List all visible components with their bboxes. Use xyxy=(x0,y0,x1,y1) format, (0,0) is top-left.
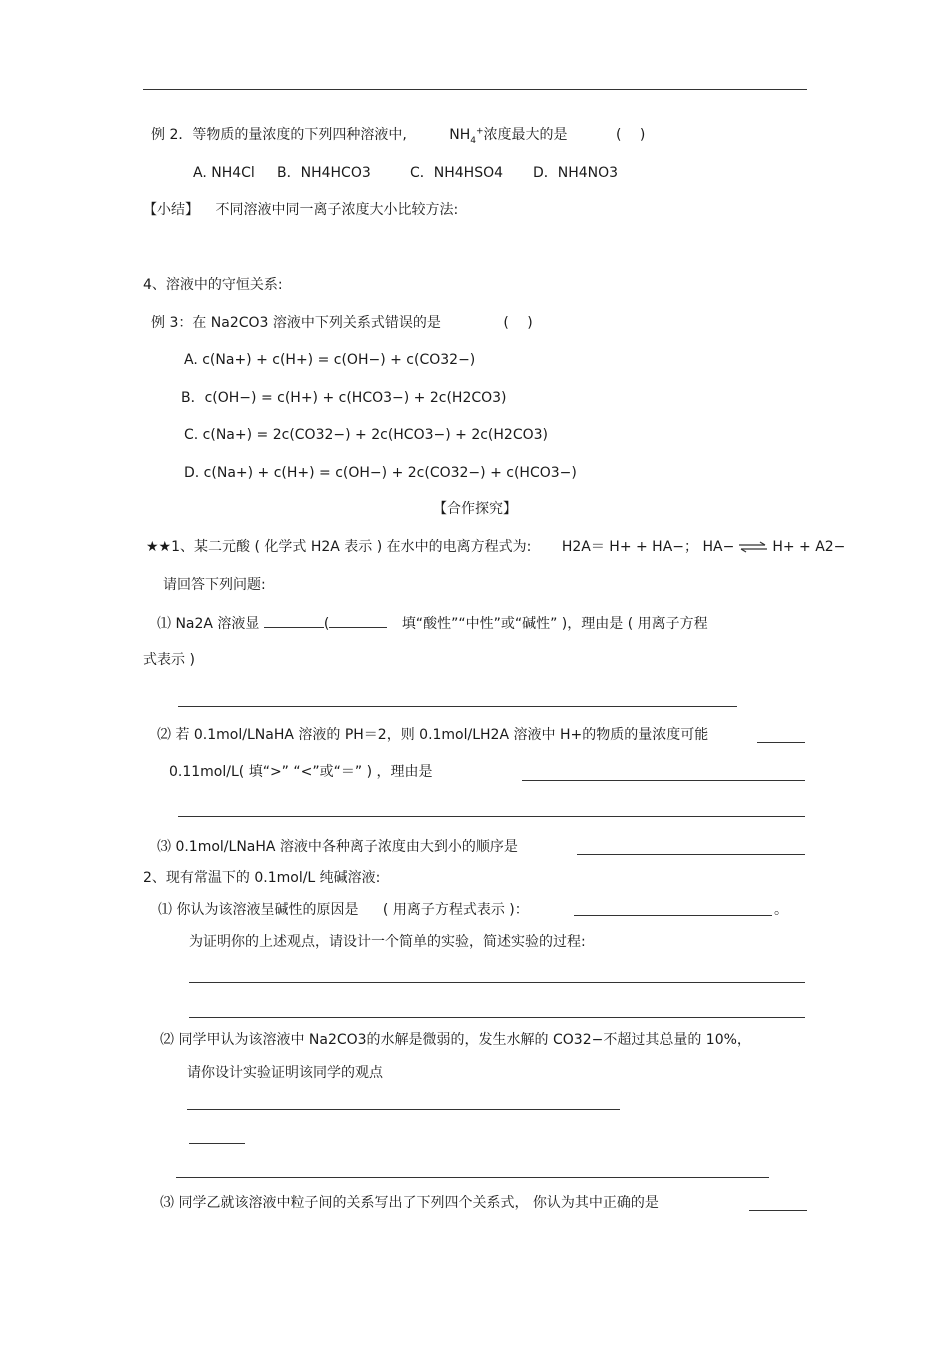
example3-option-c: C. c(Na+) = 2c(CO32−) + 2c(HCO3−) + 2c(H2CO3) xyxy=(184,427,548,443)
example2-ion: $NH_4^+$ xyxy=(449,126,484,146)
q1-part3 xyxy=(157,838,518,856)
q2-part1-instruction: 为证明你的上述观点，请设计一个简单的实验，简述实验的过程: xyxy=(189,934,586,950)
q2-part1-blank[interactable] xyxy=(574,915,772,916)
q2-stem: 2、现有常温下的 0.1mol/L 纯碱溶液: xyxy=(143,870,381,886)
q2-part1-text: ⑴ 你认为该溶液呈碱性的原因是 xyxy=(158,902,359,918)
q1-ionization-eq1: H2A＝ H+ + HA−； xyxy=(561,539,699,555)
q1-ionization-eq2-right: H+ + A2− xyxy=(772,539,846,555)
q1-part1-text: ⑴ Na2A 溶液显 xyxy=(157,616,260,632)
q1-part2-blank-2[interactable] xyxy=(522,780,805,781)
reversible-arrow-icon xyxy=(738,541,768,553)
summary-text: 不同溶液中同一离子浓度大小比较方法: xyxy=(215,202,459,218)
summary xyxy=(143,201,458,219)
q1-prompt-text: 请回答下列问题: xyxy=(163,577,266,593)
q2-part3-blank[interactable] xyxy=(749,1210,807,1211)
example3-option-a: A. c(Na+) + c(H+) = c(OH−) + c(CO32−) xyxy=(184,352,476,368)
summary-label: 【小结】 xyxy=(143,202,199,218)
cooperation-title: 【合作探究】 xyxy=(433,501,517,517)
example3-option-b: B．c(OH−) = c(H+) + c(HCO3−) + 2c(H2CO3) xyxy=(181,390,507,406)
example2-stem-text: 例 2．等物质的量浓度的下列四种溶液中, xyxy=(151,127,407,143)
example2-stem-end: 浓度最大的是 xyxy=(483,127,568,143)
example3-option-d: D. c(Na+) + c(H+) = c(OH−) + 2c(CO32−) + c(HCO3−) xyxy=(184,465,577,481)
q2-part2-answer-line-3[interactable] xyxy=(176,1177,769,1178)
q2-part1 xyxy=(158,901,529,919)
q2-part1-period: 。 xyxy=(774,902,788,918)
header-rule xyxy=(143,89,807,90)
q1-part2 xyxy=(157,726,708,744)
example2-answer-bracket: ( ) xyxy=(616,127,646,143)
q2-part1-answer-line-1[interactable] xyxy=(189,982,805,983)
q1-part2-cont-text: 0.11mol/L( 填“>” “<”或“＝” ) ，理由是 xyxy=(169,764,433,780)
q2-part2-text: ⑵ 同学甲认为该溶液中 Na2CO3的水解是微弱的，发生水解的 CO32−不超过其总量的 10%， xyxy=(160,1032,751,1048)
example3-answer-bracket: ( ) xyxy=(503,315,533,331)
q1-part1-cont: 式表示 ) xyxy=(143,652,195,668)
section4-title: 4、溶液中的守恒关系: xyxy=(143,277,283,293)
example3-stem xyxy=(151,314,533,332)
q2-part2-answer-line-2[interactable] xyxy=(189,1143,245,1144)
q2-part2-answer-line-1[interactable] xyxy=(187,1109,620,1110)
q1-part2-blank-1[interactable] xyxy=(757,742,805,743)
example2-option-a: A. NH4Cl xyxy=(193,165,255,181)
q1-part1-paren: ( xyxy=(323,616,330,632)
q1-part3-text: ⑶ 0.1mol/LNaHA 溶液中各种离子浓度由大到小的顺序是 xyxy=(157,839,518,855)
example2-option-b: B．NH4HCO3 xyxy=(277,165,371,181)
q1-part1-reason: 填“酸性”“中性”或“碱性” )，理由是 ( 用离子方程 xyxy=(401,616,708,632)
q1-part3-blank[interactable] xyxy=(577,854,805,855)
q1-part2-answer-line[interactable] xyxy=(178,816,805,817)
example3-stem-text: 例 3：在 Na2CO3 溶液中下列关系式错误的是 xyxy=(151,315,441,331)
q2-part2-cont: 请你设计实验证明该同学的观点 xyxy=(187,1065,383,1081)
example2-stem xyxy=(151,126,645,144)
q1-part2-text: ⑵ 若 0.1mol/LNaHA 溶液的 PH＝2，则 0.1mol/LH2A 溶液中 H+的物质的量浓度可能 xyxy=(157,727,709,743)
q1-prompt xyxy=(163,576,266,594)
q2-part1-hint: ( 用离子方程式表示 )： xyxy=(382,902,529,918)
q1-ionization-eq2-left: HA− xyxy=(702,539,735,555)
example2-option-c: C．NH4HSO4 xyxy=(410,165,504,181)
q2-part3 xyxy=(160,1194,659,1212)
q2-part2 xyxy=(160,1031,751,1049)
q1-part2-cont xyxy=(169,763,432,781)
q1-part1-blank-1[interactable] xyxy=(264,613,324,628)
q1-stem-text: 1、某二元酸 ( 化学式 H2A 表示 ) 在水中的电离方程式为: xyxy=(171,539,532,555)
q1-part1 xyxy=(157,613,708,633)
q1-part1-answer-line[interactable] xyxy=(178,706,737,707)
q1-stem xyxy=(146,538,845,556)
star-icon: ★★ xyxy=(146,539,172,555)
q2-part3-text: ⑶ 同学乙就该溶液中粒子间的关系写出了下列四个关系式， 你认为其中正确的是 xyxy=(160,1195,659,1211)
q1-part1-blank-2[interactable] xyxy=(329,613,387,628)
example2-option-d: D．NH4NO3 xyxy=(533,165,619,181)
q2-part1-answer-line-2[interactable] xyxy=(189,1017,805,1018)
